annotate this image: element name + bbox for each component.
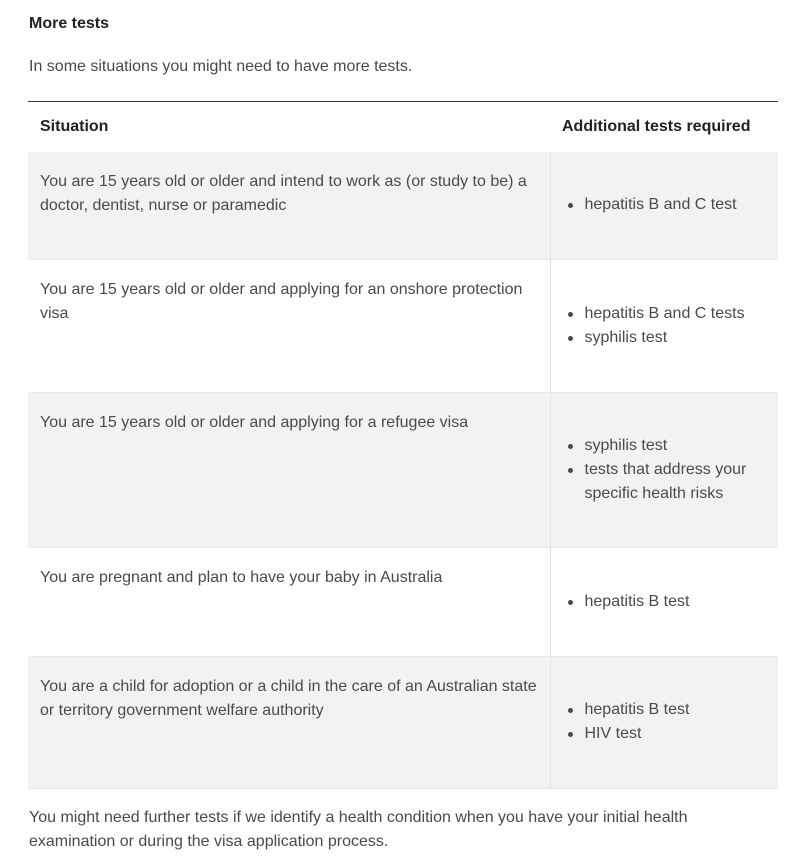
header-additional-tests: Additional tests required [562,118,751,135]
tests-list [563,590,767,614]
tests-cell [550,547,778,656]
situation-cell: You are 15 years old or older and applying for an onshore protection visa [28,259,550,392]
test-item: syphilis test [563,434,767,458]
table-header-row [28,102,778,152]
tests-list [563,193,767,217]
table-row [28,656,778,788]
tests-cell [550,392,778,547]
situation-cell: You are pregnant and plan to have your baby in Australia [28,547,550,656]
header-situation: Situation [40,118,109,135]
tests-cell [550,259,778,392]
tests-list [563,434,767,506]
section-intro: In some situations you might need to have more tests. [29,58,413,75]
test-item: hepatitis B and C test [563,193,767,217]
test-item: hepatitis B and C tests [563,302,767,326]
test-item: hepatitis B test [563,698,767,722]
table-row [28,152,778,259]
additional-tests-table-container [28,101,778,789]
tests-list [563,698,767,746]
section-title: More tests [29,15,110,32]
table-row [28,259,778,392]
additional-tests-table [28,102,778,789]
tests-list [563,302,767,350]
tests-cell [550,656,778,788]
situation-cell: You are 15 years old or older and applying for a refugee visa [28,392,550,547]
test-item: HIV test [563,722,767,746]
tests-cell [550,152,778,259]
table-row [28,547,778,656]
footer-note: You might need further tests if we identify a health condition when you have your initial health examination or during the visa application process. [29,809,688,850]
table-row [28,392,778,547]
situation-cell: You are a child for adoption or a child in the care of an Australian state or territory government welfare authority [28,656,550,788]
test-item: tests that address your specific health risks [563,458,767,506]
test-item: hepatitis B test [563,590,767,614]
situation-cell: You are 15 years old or older and intend to work as (or study to be) a doctor, dentist, nurse or paramedic [28,152,550,259]
test-item: syphilis test [563,326,767,350]
